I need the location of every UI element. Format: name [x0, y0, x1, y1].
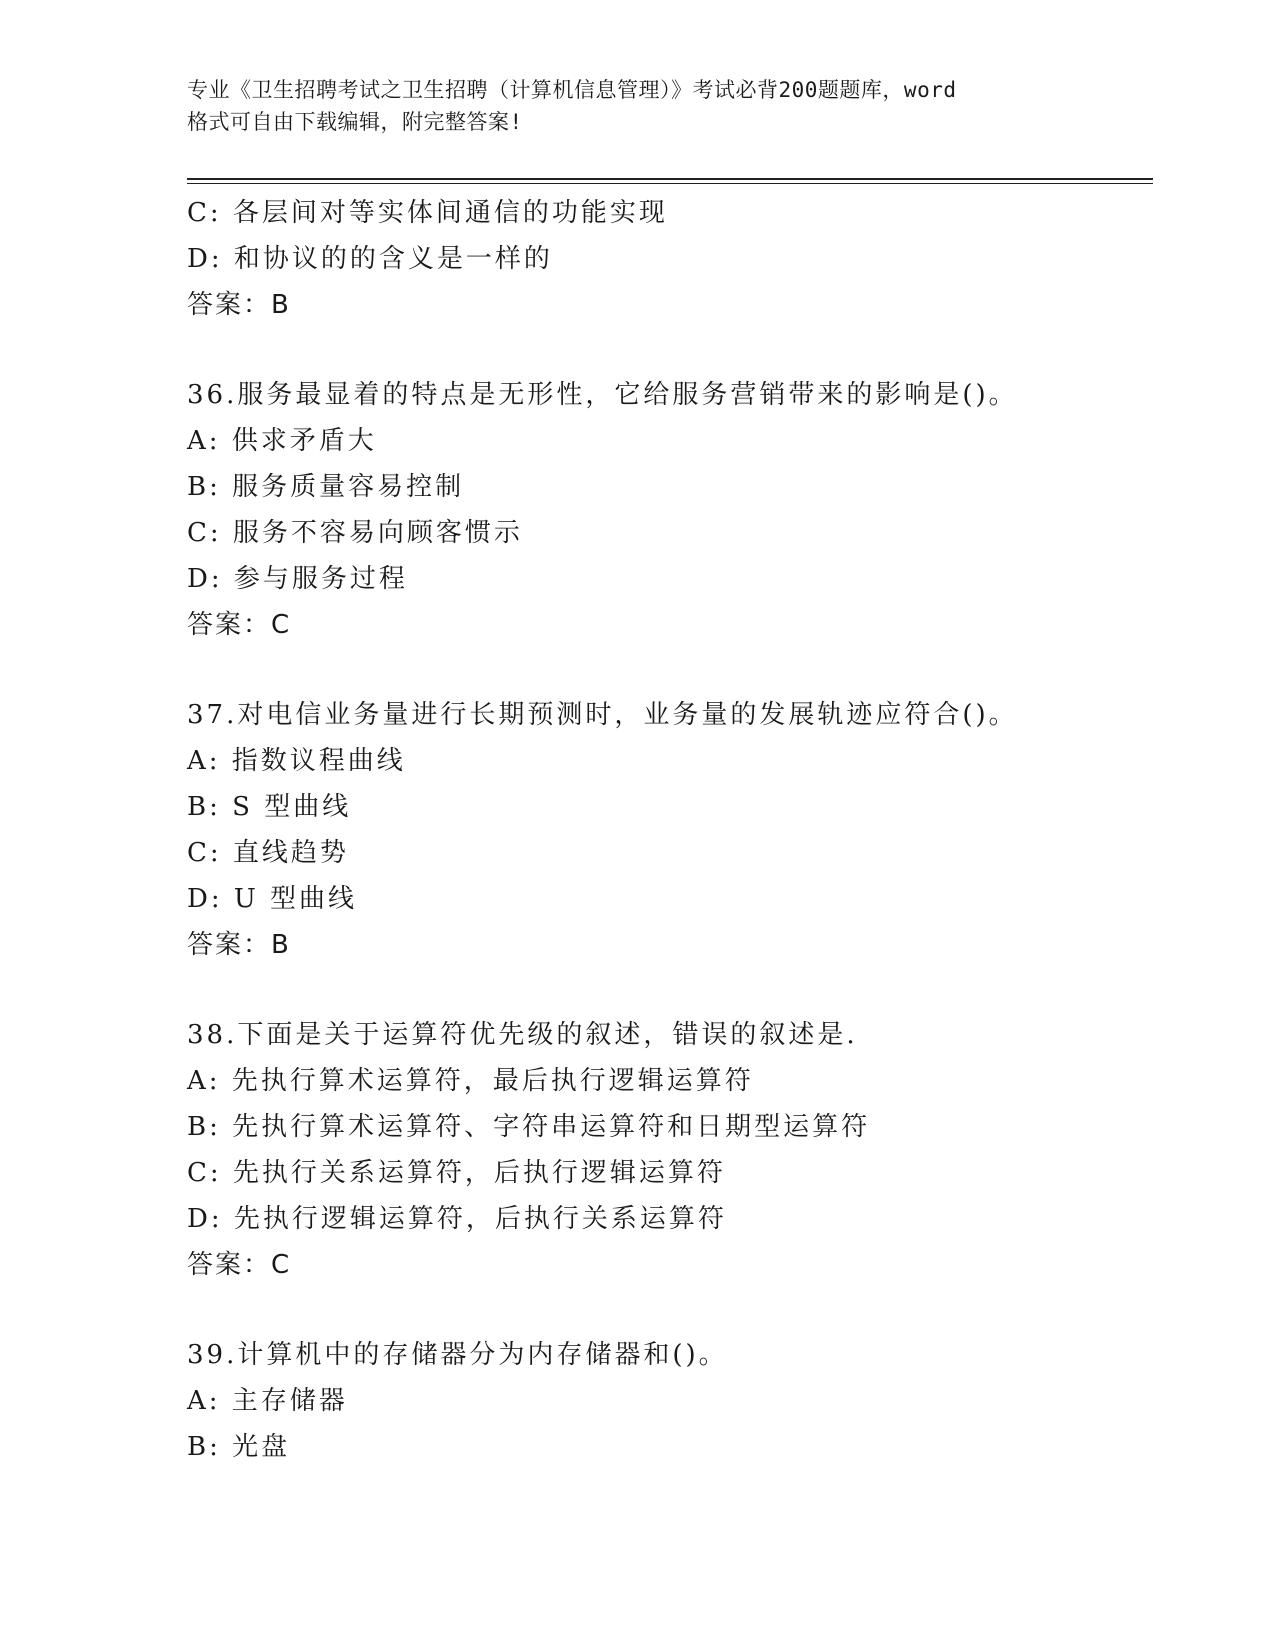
question-block-36	[187, 372, 1153, 648]
option-a: A: 供求矛盾大	[187, 426, 377, 456]
option-b: B: 先执行算术运算符、字符串运算符和日期型运算符	[187, 1112, 871, 1142]
option-b: B: S 型曲线	[187, 792, 352, 822]
option-a: A: 指数议程曲线	[187, 746, 406, 776]
option-a: A: 先执行算术运算符，最后执行逻辑运算符	[187, 1066, 754, 1096]
header-rule-thick	[187, 178, 1153, 180]
option-c: C: 直线趋势	[187, 838, 349, 868]
question-block-37	[187, 692, 1153, 968]
question-stem: 37.对电信业务量进行长期预测时，业务量的发展轨迹应符合()。	[187, 700, 1018, 730]
option-c: C: 各层间对等实体间通信的功能实现	[187, 198, 668, 228]
option-a: A: 主存储器	[187, 1386, 348, 1416]
option-b: B: 光盘	[187, 1432, 291, 1462]
question-block-39	[187, 1332, 1153, 1470]
answer-line: 答案：C	[187, 610, 292, 640]
option-d: D: U 型曲线	[187, 884, 358, 914]
option-d: D: 和协议的的含义是一样的	[187, 244, 553, 274]
question-block-38	[187, 1012, 1153, 1288]
header-title-line-2: 格式可自由下载编辑，附完整答案!	[187, 110, 523, 134]
option-d: D: 参与服务过程	[187, 564, 408, 594]
question-stem: 36.服务最显着的特点是无形性，它给服务营销带来的影响是()。	[187, 380, 1018, 410]
question-stem: 38.下面是关于运算符优先级的叙述，错误的叙述是.	[187, 1020, 858, 1050]
document-body	[187, 190, 1153, 1470]
option-d: D: 先执行逻辑运算符，后执行关系运算符	[187, 1204, 727, 1234]
document-header	[187, 74, 1087, 138]
answer-line: 答案：B	[187, 930, 291, 960]
option-c: C: 先执行关系运算符，后执行逻辑运算符	[187, 1158, 726, 1188]
answer-line: 答案：B	[187, 290, 291, 320]
answer-line: 答案：C	[187, 1250, 292, 1280]
question-stem: 39.计算机中的存储器分为内存储器和()。	[187, 1340, 728, 1370]
question-block-35	[187, 190, 1153, 328]
option-c: C: 服务不容易向顾客惯示	[187, 518, 523, 548]
option-b: B: 服务质量容易控制	[187, 472, 465, 502]
header-rule-thin	[187, 183, 1153, 184]
header-title-line-1: 专业《卫生招聘考试之卫生招聘（计算机信息管理）》考试必背200题题库，word	[187, 78, 957, 102]
